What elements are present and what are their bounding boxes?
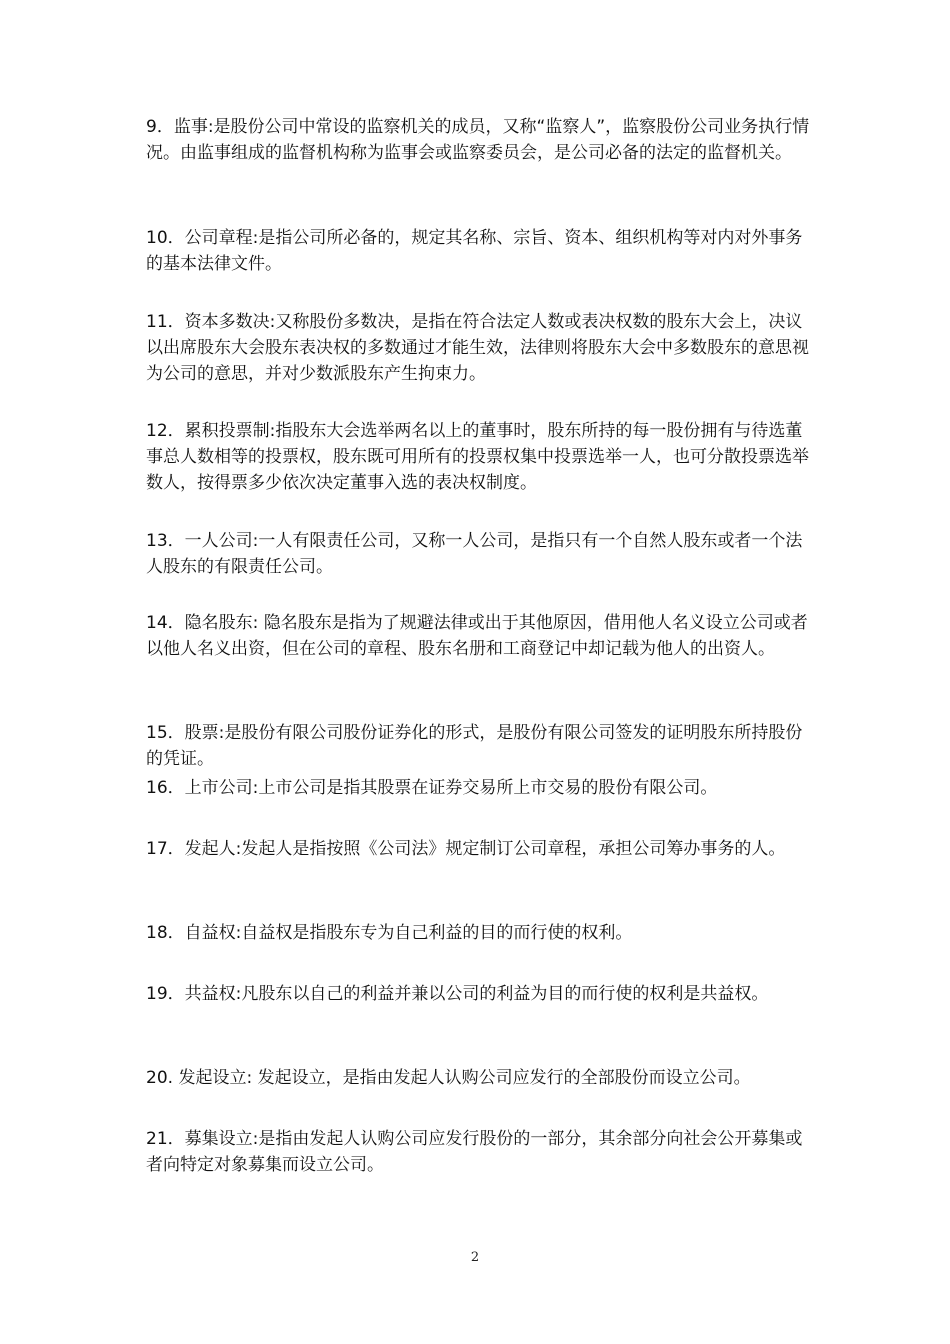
entry-20-promotion-establishment: 20. 发起设立: 发起设立，是指由发起人认购公司应发行的全部股份而设立公司。 (146, 1068, 751, 1088)
entry-19-common-benefit-right: 19．共益权:凡股东以自己的利益并兼以公司的利益为目的而行使的权利是共益权。 (146, 984, 769, 1004)
entry-21-offering-establishment: 21．募集设立:是指由发起人认购公司应发行股份的一部分，其余部分向社会公开募集或者向特定对象募集而设立公司。 (146, 1129, 803, 1175)
entry-12-cumulative-voting: 12．累积投票制:指股东大会选举两名以上的董事时，股东所持的每一股份拥有与待选董事总人数相等的投票权，股东既可用所有的投票权集中投票选举一人，也可分散投票选举数人，按得票多少依次决定董事入选的表决权制度。 (146, 421, 809, 493)
entry-18-self-benefit-right: 18．自益权:自益权是指股东专为自己利益的目的而行使的权利。 (146, 923, 633, 943)
entry-13-one-person-company: 13．一人公司:一人有限责任公司，又称一人公司，是指只有一个自然人股东或者一个法人股东的有限责任公司。 (146, 531, 803, 577)
entry-15-stock: 15．股票:是股份有限公司股份证券化的形式，是股份有限公司签发的证明股东所持股份的凭证。 (146, 723, 803, 769)
entry-11-capital-majority-rule: 11．资本多数决:又称股份多数决，是指在符合法定人数或表决权数的股东大会上，决议以出席股东大会股东表决权的多数通过才能生效，法律则将股东大会中多数股东的意思视为公司的意思，并对少数派股东产生拘束力。 (146, 312, 809, 384)
entry-14-hidden-shareholder: 14．隐名股东: 隐名股东是指为了规避法律或出于其他原因，借用他人名义设立公司或者以他人名义出资，但在公司的章程、股东名册和工商登记中却记载为他人的出资人。 (146, 613, 808, 659)
entry-9-supervisor: 9．监事:是股份公司中常设的监察机关的成员，又称“监察人”，监察股份公司业务执行情况。由监事组成的监督机构称为监事会或监察委员会，是公司必备的法定的监督机关。 (146, 117, 810, 163)
entry-10-articles-of-association: 10．公司章程:是指公司所必备的，规定其名称、宗旨、资本、组织机构等对内对外事务的基本法律文件。 (146, 228, 803, 274)
entry-16-listed-company: 16．上市公司:上市公司是指其股票在证券交易所上市交易的股份有限公司。 (146, 778, 718, 798)
entry-17-promoter: 17．发起人:发起人是指按照《公司法》规定制订公司章程，承担公司筹办事务的人。 (146, 839, 786, 859)
page-number: 2 (470, 1250, 480, 1265)
